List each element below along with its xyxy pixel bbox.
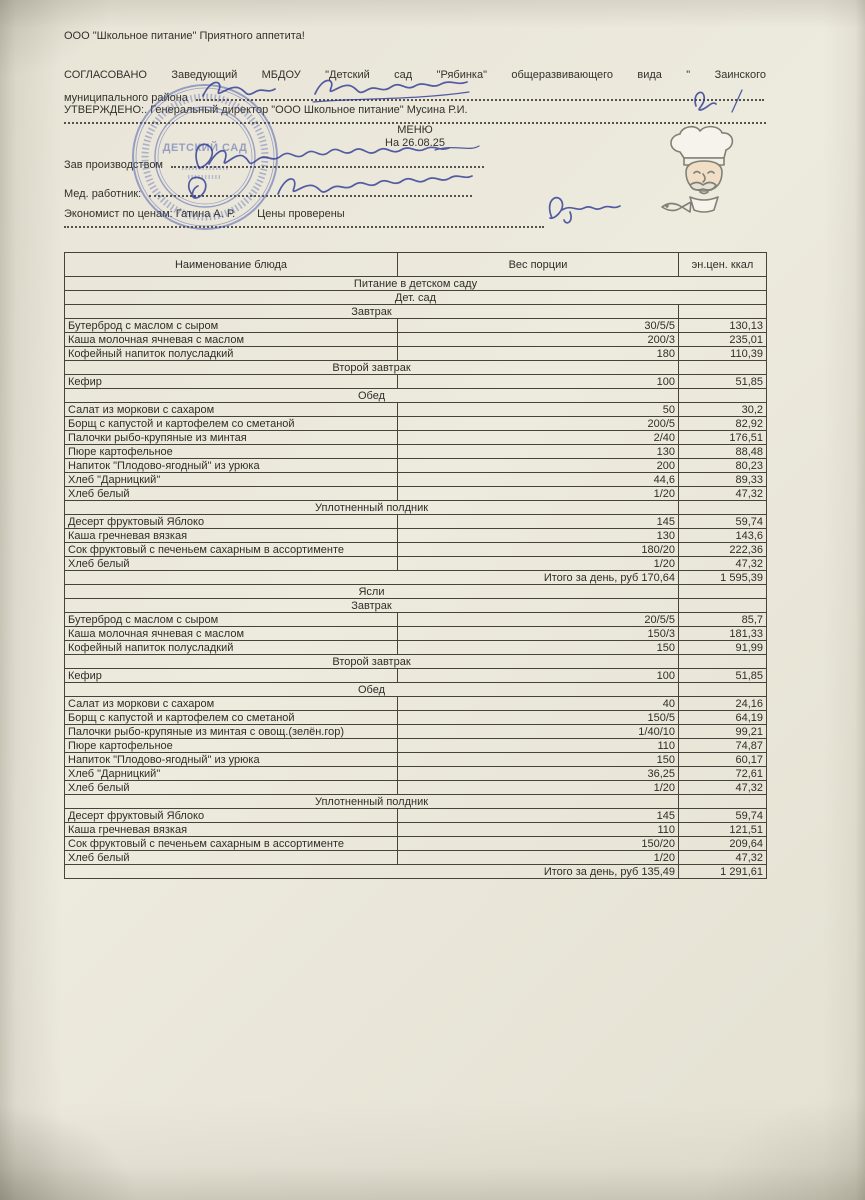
portion-weight: 44,6 (398, 473, 679, 487)
dish-row (65, 851, 767, 865)
portion-weight: 1/20 (398, 557, 679, 571)
portion-weight: 20/5/5 (398, 613, 679, 627)
dish-name: Сок фруктовый с печеньем сахарным в ассортименте (65, 543, 398, 557)
menu-title: МЕНЮ (397, 124, 433, 136)
dish-row (65, 711, 767, 725)
kcal-value: 60,17 (679, 753, 767, 767)
agreed-text: Заведующий МБДОУ "Детский сад "Рябинка" общеразвивающего вида " Заинского (171, 69, 767, 81)
dish-row (65, 767, 767, 781)
kcal-value: 59,74 (679, 515, 767, 529)
dish-name: Кефир (65, 669, 398, 683)
empty-cell (679, 599, 767, 613)
kcal-value: 47,32 (679, 487, 767, 501)
dish-row (65, 641, 767, 655)
portion-weight: 1/40/10 (398, 725, 679, 739)
menu-date: На 26.08.25 (385, 137, 445, 149)
empty-cell (679, 655, 767, 669)
agreed-line (64, 69, 766, 82)
dotted-line (196, 88, 764, 101)
dish-row (65, 613, 767, 627)
dish-row (65, 697, 767, 711)
total-kcal: 1 595,39 (679, 571, 767, 585)
portion-weight: 130 (398, 529, 679, 543)
kcal-value: 91,99 (679, 641, 767, 655)
dish-row (65, 823, 767, 837)
kcal-value: 47,32 (679, 781, 767, 795)
col-header-portion-weight: Вес порции (398, 253, 679, 277)
portion-weight: 1/20 (398, 487, 679, 501)
total-row (65, 865, 767, 879)
portion-weight: 200/5 (398, 417, 679, 431)
portion-weight: 200/3 (398, 333, 679, 347)
medical-worker-label: Мед. работник: (64, 188, 142, 200)
signature-economist-icon (540, 192, 630, 228)
empty-cell (679, 585, 767, 599)
kcal-value: 222,36 (679, 543, 767, 557)
official-stamp-icon (130, 82, 280, 232)
dish-row (65, 459, 767, 473)
kcal-value: 72,61 (679, 767, 767, 781)
empty-cell (679, 361, 767, 375)
portion-weight: 100 (398, 375, 679, 389)
portion-weight: 180/20 (398, 543, 679, 557)
dish-name: Борщ с капустой и картофелем со сметаной (65, 711, 398, 725)
dish-row (65, 319, 767, 333)
empty-cell (679, 795, 767, 809)
empty-cell (679, 501, 767, 515)
dish-name: Десерт фруктовый Яблоко (65, 809, 398, 823)
dish-row (65, 809, 767, 823)
dish-name: Бутерброд с маслом с сыром (65, 319, 398, 333)
portion-weight: 36,25 (398, 767, 679, 781)
chef-illustration-icon (656, 124, 748, 220)
dish-row (65, 487, 767, 501)
section-row (65, 599, 767, 613)
section-label: Второй завтрак (65, 361, 679, 375)
kcal-value: 88,48 (679, 445, 767, 459)
kcal-value: 51,85 (679, 375, 767, 389)
dish-name: Каша гречневая вязкая (65, 823, 398, 837)
org-title: ООО "Школьное питание" Приятного аппетита! (64, 30, 305, 42)
portion-weight: 2/40 (398, 431, 679, 445)
dish-name: Палочки рыбо-крупяные из минтая с овощ.(зелён.гор) (65, 725, 398, 739)
dish-row (65, 837, 767, 851)
menu-table (64, 252, 767, 879)
table-header-row (65, 253, 767, 277)
total-label: Итого за день, руб 135,49 (65, 865, 679, 879)
portion-weight: 145 (398, 809, 679, 823)
dish-row (65, 445, 767, 459)
section-label: Уплотненный полдник (65, 795, 679, 809)
dish-name: Кефир (65, 375, 398, 389)
portion-weight: 150 (398, 753, 679, 767)
dish-name: Палочки рыбо-крупяные из минтая (65, 431, 398, 445)
economist-label: Экономист по ценам: Гатина А. Р. (64, 208, 236, 220)
section-label: Уплотненный полдник (65, 501, 679, 515)
portion-weight: 100 (398, 669, 679, 683)
dish-name: Салат из моркови с сахаром (65, 697, 398, 711)
dish-row (65, 781, 767, 795)
dish-row (65, 557, 767, 571)
dish-row (65, 403, 767, 417)
dish-name: Хлеб "Дарницкий" (65, 473, 398, 487)
dish-name: Сок фруктовый с печеньем сахарным в ассортименте (65, 837, 398, 851)
portion-weight: 150/20 (398, 837, 679, 851)
dish-name: Каша молочная ячневая с маслом (65, 627, 398, 641)
portion-weight: 110 (398, 739, 679, 753)
dish-name: Кофейный напиток полусладкий (65, 347, 398, 361)
stamp-center-text: ДЕТСКИЙ САД (162, 142, 248, 154)
dish-row (65, 753, 767, 767)
total-row (65, 571, 767, 585)
dish-name: Салат из моркови с сахаром (65, 403, 398, 417)
portion-weight: 110 (398, 823, 679, 837)
dish-name: Хлеб "Дарницкий" (65, 767, 398, 781)
kcal-value: 209,64 (679, 837, 767, 851)
kcal-value: 143,6 (679, 529, 767, 543)
portion-weight: 1/20 (398, 851, 679, 865)
section-label: Дет. сад (65, 291, 767, 305)
dish-row (65, 669, 767, 683)
section-row (65, 361, 767, 375)
kcal-value: 85,7 (679, 613, 767, 627)
portion-weight: 130 (398, 445, 679, 459)
dish-row (65, 627, 767, 641)
dish-row (65, 543, 767, 557)
kcal-value: 110,39 (679, 347, 767, 361)
kcal-value: 80,23 (679, 459, 767, 473)
agreed-label: СОГЛАСОВАНО (64, 69, 147, 81)
dish-name: Борщ с капустой и картофелем со сметаной (65, 417, 398, 431)
portion-weight: 180 (398, 347, 679, 361)
section-row (65, 277, 767, 291)
section-label: Питание в детском саду (65, 277, 767, 291)
dish-row (65, 529, 767, 543)
section-label: Ясли (65, 585, 679, 599)
dish-row (65, 375, 767, 389)
portion-weight: 145 (398, 515, 679, 529)
dish-row (65, 347, 767, 361)
approved-line: УТВЕРЖДЕНО:. Генеральный директор "ООО Школьное питание" Мусина Р.И. (64, 104, 766, 124)
dish-name: Хлеб белый (65, 487, 398, 501)
kcal-value: 24,16 (679, 697, 767, 711)
dish-name: Бутерброд с маслом с сыром (65, 613, 398, 627)
portion-weight: 200 (398, 459, 679, 473)
kcal-value: 47,32 (679, 557, 767, 571)
kcal-value: 121,51 (679, 823, 767, 837)
dish-name: Хлеб белый (65, 557, 398, 571)
dish-name: Каша молочная ячневая с маслом (65, 333, 398, 347)
total-kcal: 1 291,61 (679, 865, 767, 879)
section-label: Завтрак (65, 599, 679, 613)
prices-checked-note: Цены проверены (257, 208, 345, 220)
dish-name: Каша гречневая вязкая (65, 529, 398, 543)
portion-weight: 150/5 (398, 711, 679, 725)
kcal-value: 74,87 (679, 739, 767, 753)
portion-weight: 30/5/5 (398, 319, 679, 333)
kcal-value: 181,33 (679, 627, 767, 641)
section-row (65, 585, 767, 599)
kcal-value: 99,21 (679, 725, 767, 739)
portion-weight: 1/20 (398, 781, 679, 795)
dish-row (65, 515, 767, 529)
kcal-value: 51,85 (679, 669, 767, 683)
dish-name: Напиток "Плодово-ягодный" из урюка (65, 459, 398, 473)
portion-weight: 150 (398, 641, 679, 655)
dish-name: Хлеб белый (65, 781, 398, 795)
col-header-kcal: эн.цен. ккал (679, 253, 767, 277)
section-label: Второй завтрак (65, 655, 679, 669)
dish-row (65, 473, 767, 487)
empty-cell (679, 389, 767, 403)
empty-cell (679, 305, 767, 319)
dish-row (65, 739, 767, 753)
section-row (65, 655, 767, 669)
dish-name: Пюре картофельное (65, 445, 398, 459)
portion-weight: 50 (398, 403, 679, 417)
kcal-value: 30,2 (679, 403, 767, 417)
dish-row (65, 417, 767, 431)
kcal-value: 89,33 (679, 473, 767, 487)
col-header-dish-name: Наименование блюда (65, 253, 398, 277)
kcal-value: 59,74 (679, 809, 767, 823)
empty-cell (679, 683, 767, 697)
kcal-value: 47,32 (679, 851, 767, 865)
kcal-value: 130,13 (679, 319, 767, 333)
dish-row (65, 725, 767, 739)
dish-name: Пюре картофельное (65, 739, 398, 753)
production-manager-label: Зав производством (64, 159, 163, 171)
kcal-value: 64,19 (679, 711, 767, 725)
agreed-text-2: муниципального района (64, 92, 188, 104)
dish-name: Хлеб белый (65, 851, 398, 865)
kcal-value: 82,92 (679, 417, 767, 431)
section-row (65, 795, 767, 809)
dish-name: Десерт фруктовый Яблоко (65, 515, 398, 529)
section-row (65, 389, 767, 403)
kcal-value: 176,51 (679, 431, 767, 445)
portion-weight: 40 (398, 697, 679, 711)
section-label: Обед (65, 389, 679, 403)
dish-name: Кофейный напиток полусладкий (65, 641, 398, 655)
portion-weight: 150/3 (398, 627, 679, 641)
section-label: Завтрак (65, 305, 679, 319)
section-row (65, 683, 767, 697)
section-row (65, 305, 767, 319)
total-label: Итого за день, руб 170,64 (65, 571, 679, 585)
section-label: Обед (65, 683, 679, 697)
section-row (65, 291, 767, 305)
dish-row (65, 333, 767, 347)
section-row (65, 501, 767, 515)
kcal-value: 235,01 (679, 333, 767, 347)
dish-row (65, 431, 767, 445)
dish-name: Напиток "Плодово-ягодный" из урюка (65, 753, 398, 767)
